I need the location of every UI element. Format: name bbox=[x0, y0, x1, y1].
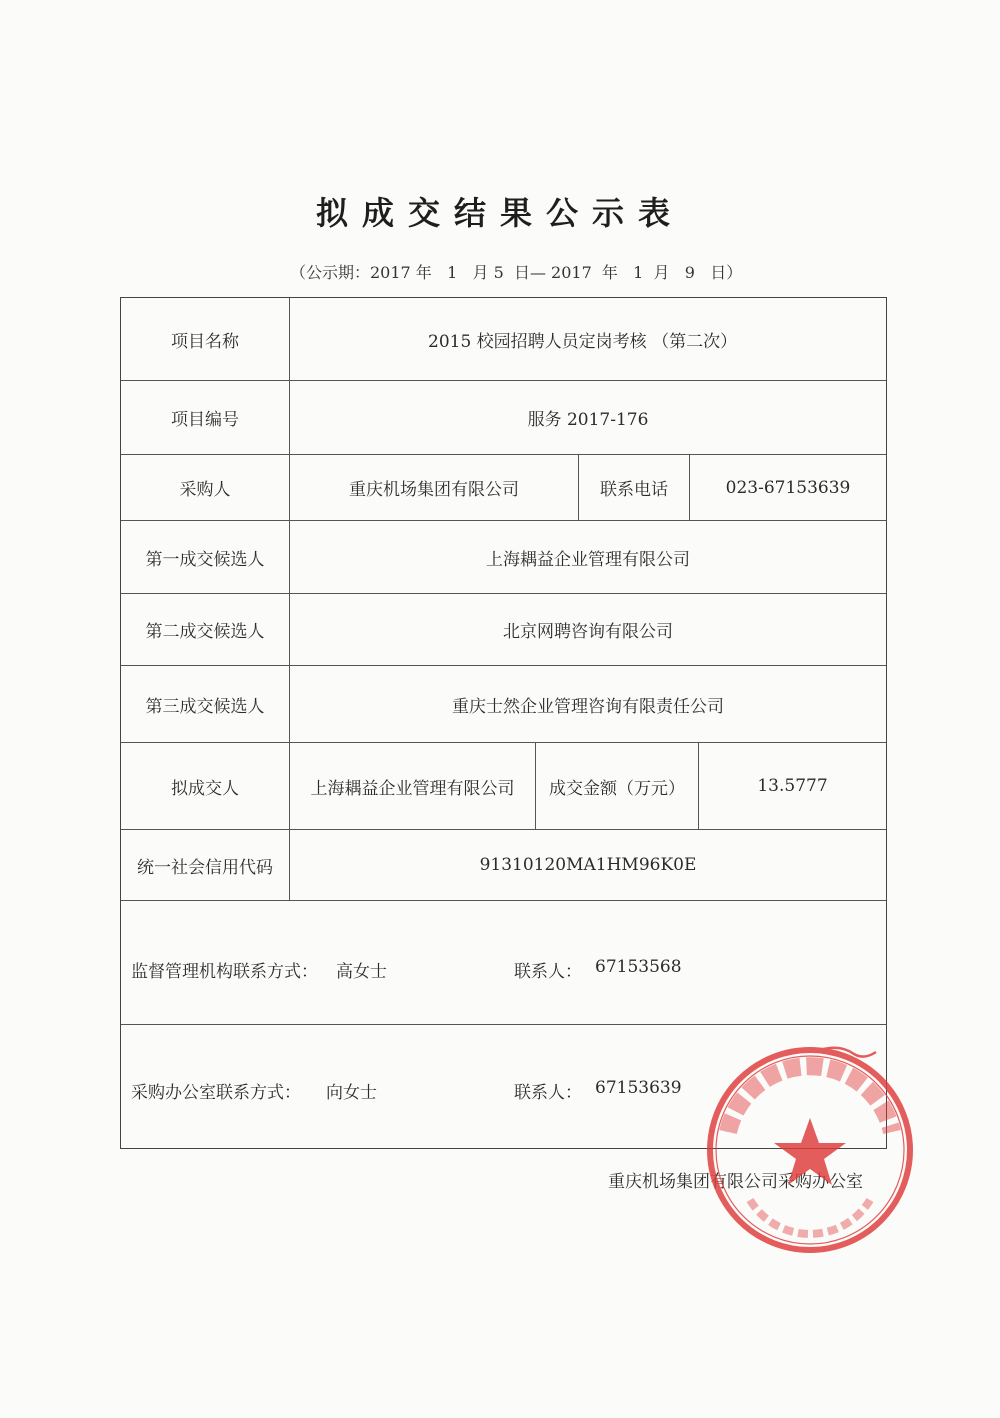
project-no-label: 项目编号 bbox=[121, 381, 290, 454]
candidate3-label: 第三成交候选人 bbox=[121, 666, 290, 742]
candidate2-value: 北京网聘咨询有限公司 bbox=[503, 622, 673, 642]
office-contact-person-label: 联系人： bbox=[514, 1083, 582, 1103]
supervisor-phone: 67153568 bbox=[595, 957, 682, 977]
office-phone: 67153639 bbox=[595, 1078, 682, 1098]
project-name-label: 项目名称 bbox=[121, 298, 290, 380]
table-row-project-no bbox=[121, 381, 886, 455]
purchaser-value: 重庆机场集团有限公司 bbox=[290, 455, 579, 520]
table-row-candidate1 bbox=[121, 521, 886, 594]
credit-code-value: 91310120MA1HM96K0E bbox=[479, 855, 697, 875]
table-row-purchaser bbox=[121, 455, 886, 521]
table-row-project-name bbox=[121, 298, 886, 381]
winner-value: 上海耦益企业管理有限公司 bbox=[290, 743, 536, 829]
table-row-candidate3 bbox=[121, 666, 886, 743]
phone-value: 023-67153639 bbox=[725, 477, 851, 498]
publicity-period: （公示期：2017 年 1 月 5 日— 2017 年 1 月 9 日） bbox=[290, 263, 743, 282]
office-contact-label: 采购办公室联系方式： bbox=[131, 1083, 301, 1103]
phone-label: 联系电话 bbox=[579, 455, 690, 520]
project-name-value: 2015 校园招聘人员定岗考核 （第二次） bbox=[428, 331, 738, 352]
winner-label: 拟成交人 bbox=[121, 743, 290, 829]
candidate1-value: 上海耦益企业管理有限公司 bbox=[486, 549, 690, 570]
purchaser-label: 采购人 bbox=[121, 455, 290, 520]
amount-value: 13.5777 bbox=[757, 776, 828, 796]
table-row-supervisor-contact bbox=[121, 901, 886, 1025]
supervisor-contact-person-label: 联系人： bbox=[514, 962, 582, 982]
table-row-credit-code bbox=[121, 830, 886, 901]
amount-label: 成交金额（万元） bbox=[536, 743, 699, 829]
candidate2-label: 第二成交候选人 bbox=[121, 594, 290, 665]
official-seal bbox=[700, 1040, 920, 1260]
table-row-candidate2 bbox=[121, 594, 886, 666]
supervisor-contact-label: 监督管理机构联系方式： bbox=[131, 962, 318, 982]
credit-code-label: 统一社会信用代码 bbox=[121, 830, 290, 900]
candidate3-value: 重庆士然企业管理咨询有限责任公司 bbox=[452, 696, 724, 717]
result-table bbox=[120, 297, 887, 1149]
office-name: 向女士 bbox=[326, 1083, 377, 1103]
supervisor-name: 高女士 bbox=[336, 962, 387, 982]
issuing-office: 重庆机场集团有限公司采购办公室 bbox=[608, 1172, 863, 1192]
seal-graphic bbox=[700, 1040, 920, 1260]
candidate1-label: 第一成交候选人 bbox=[121, 521, 290, 593]
page-title: 拟成交结果公示表 bbox=[315, 194, 684, 232]
table-row-winner bbox=[121, 743, 886, 830]
project-no-value: 服务 2017-176 bbox=[527, 410, 649, 430]
